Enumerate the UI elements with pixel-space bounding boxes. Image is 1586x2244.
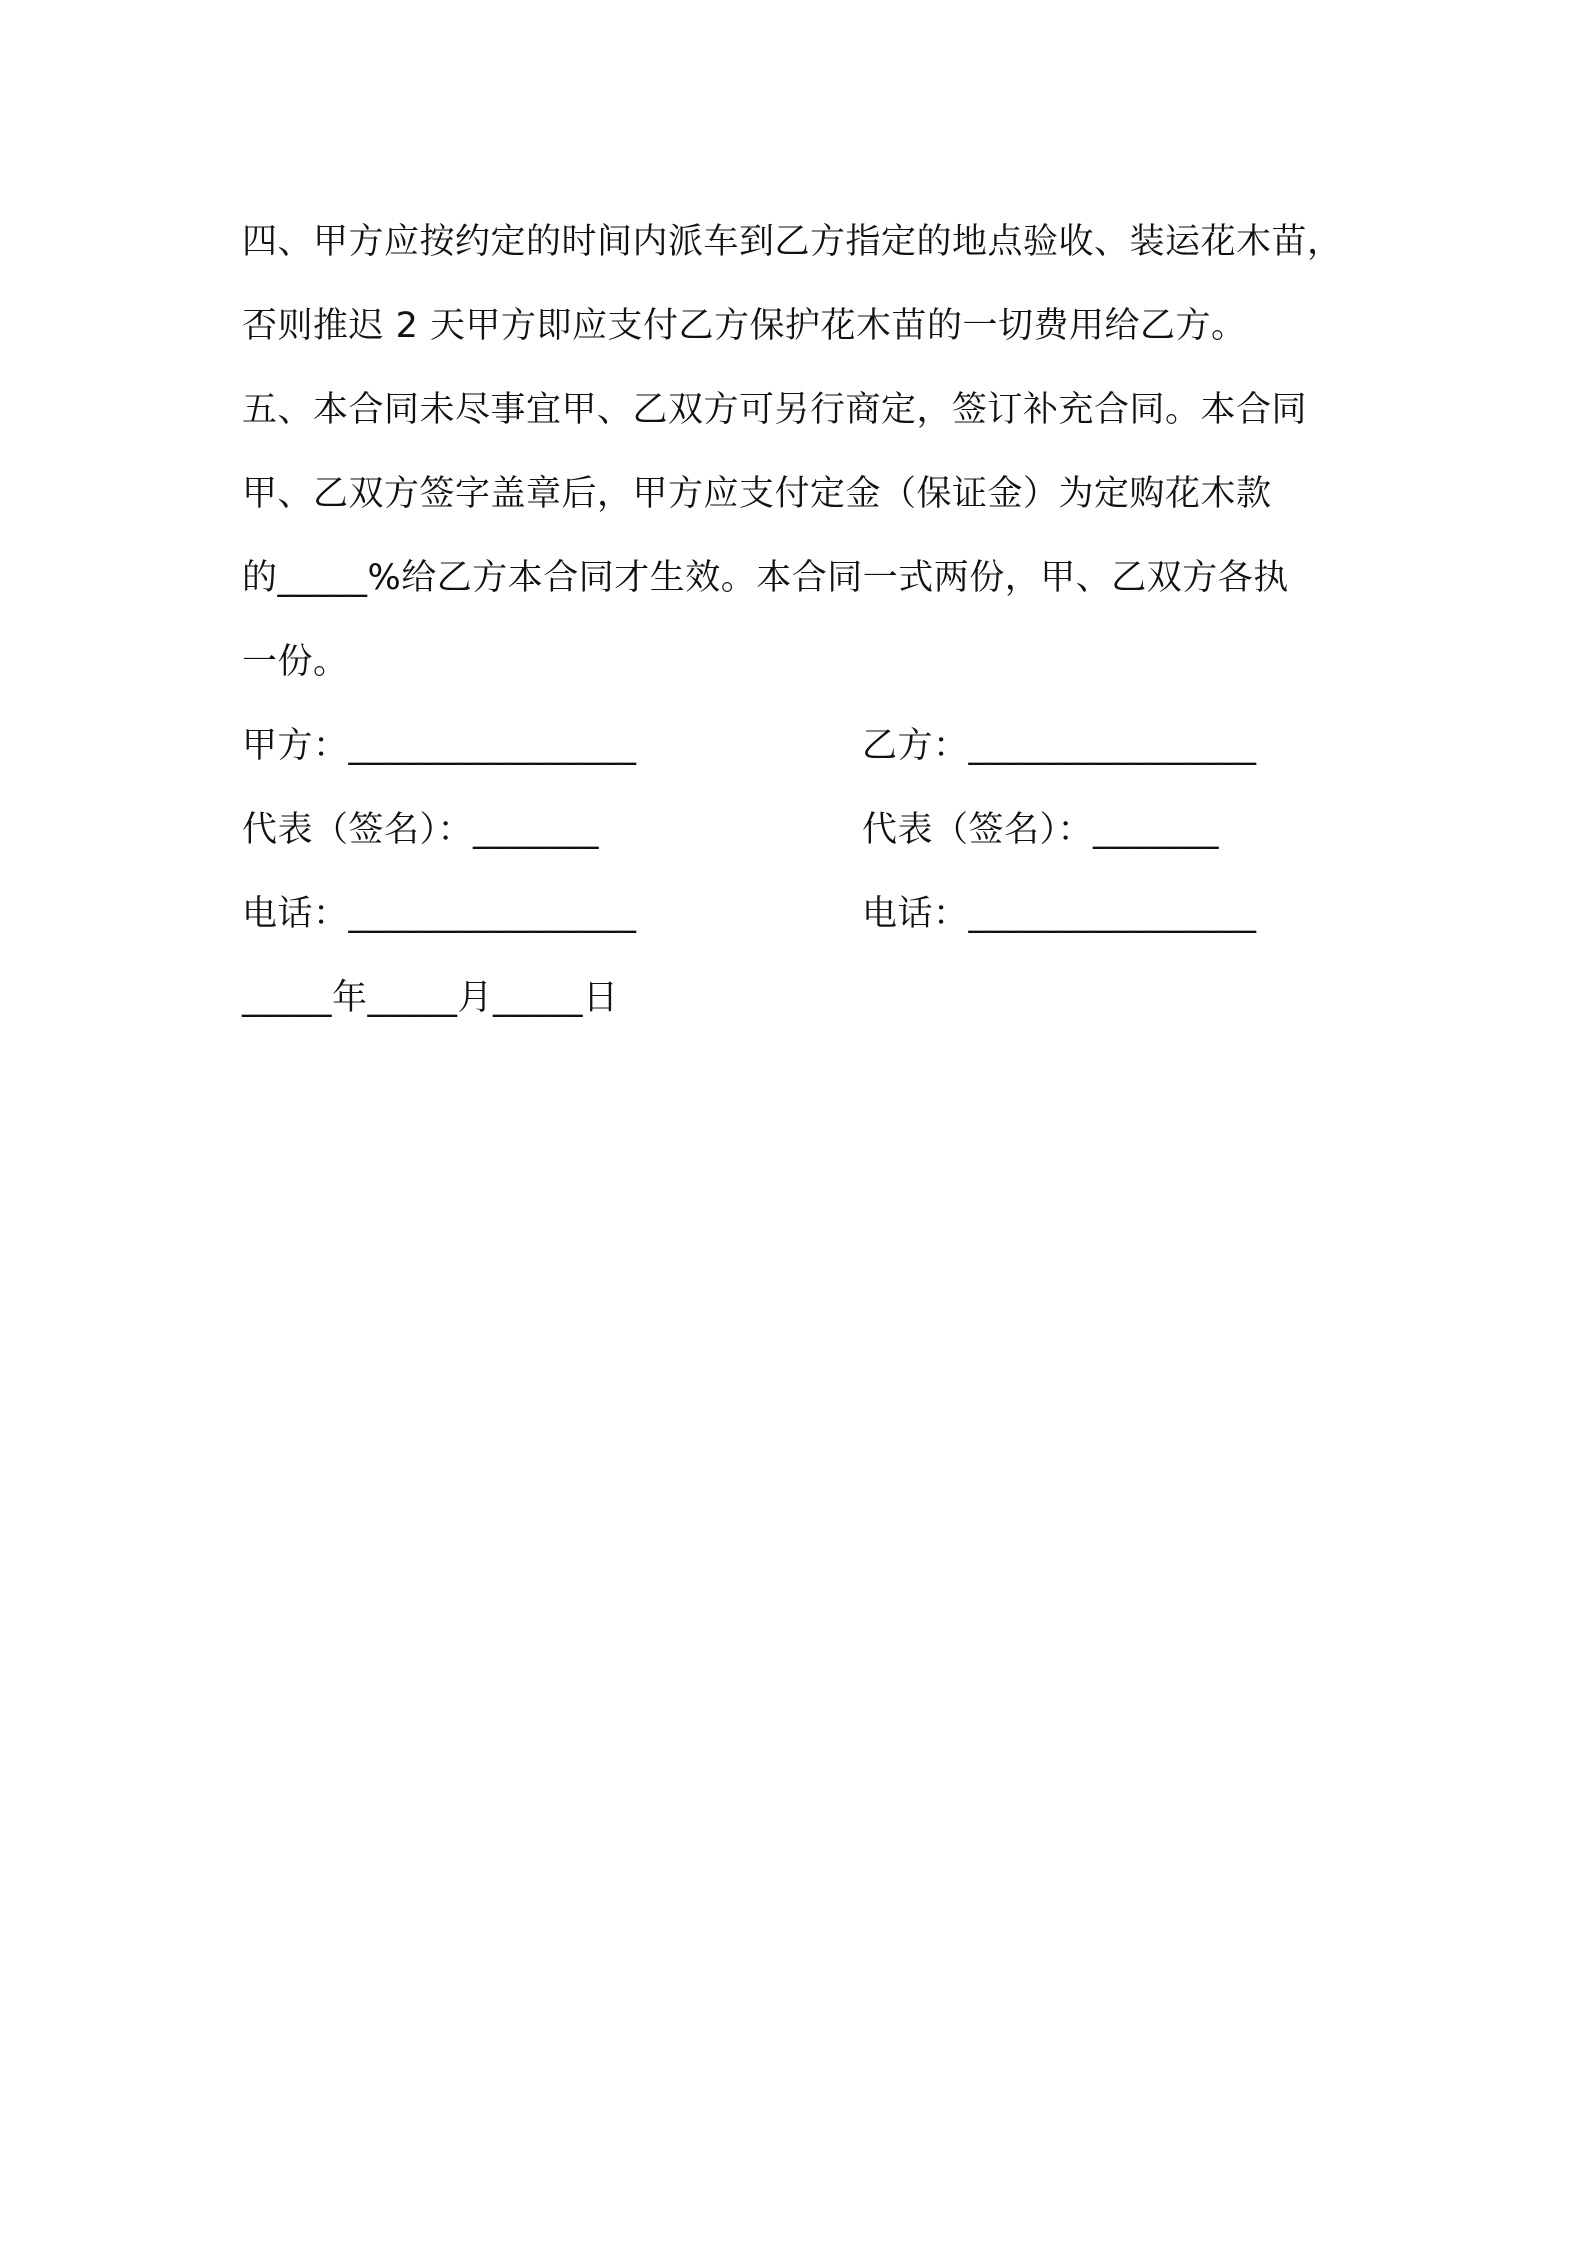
signature-block bbox=[242, 704, 1362, 1040]
clause-four bbox=[242, 200, 1362, 368]
signature-row-representative bbox=[242, 788, 1362, 872]
clause-five bbox=[242, 368, 1362, 704]
paragraph-line: 甲、乙双方签字盖章后，甲方应支付定金（保证金）为定购花木款 bbox=[242, 474, 1272, 514]
party-b-phone-field: 电话：________________ bbox=[862, 894, 1257, 934]
signature-row-party bbox=[242, 704, 1362, 788]
paragraph-line: 五、本合同未尽事宜甲、乙双方可另行商定，签订补充合同。本合同 bbox=[242, 390, 1308, 430]
paragraph-line: 一份。 bbox=[242, 642, 349, 682]
date-field: _____年_____月_____日 bbox=[242, 978, 619, 1018]
party-a-phone-field: 电话：________________ bbox=[242, 894, 637, 934]
signature-row-phone bbox=[242, 872, 1362, 956]
paragraph-line: 否则推迟 2 天甲方即应支付乙方保护花木苗的一切费用给乙方。 bbox=[242, 306, 1247, 346]
party-a-representative-field: 代表（签名）：_______ bbox=[242, 810, 600, 850]
party-a-field: 甲方：________________ bbox=[242, 726, 637, 766]
paragraph-line: 的_____%给乙方本合同才生效。本合同一式两份，甲、乙双方各执 bbox=[242, 558, 1289, 598]
party-b-field: 乙方：________________ bbox=[862, 726, 1257, 766]
party-b-representative-field: 代表（签名）：_______ bbox=[862, 810, 1220, 850]
paragraph-line: 四、甲方应按约定的时间内派车到乙方指定的地点验收、装运花木苗， bbox=[242, 222, 1343, 262]
contract-body bbox=[242, 200, 1362, 1040]
